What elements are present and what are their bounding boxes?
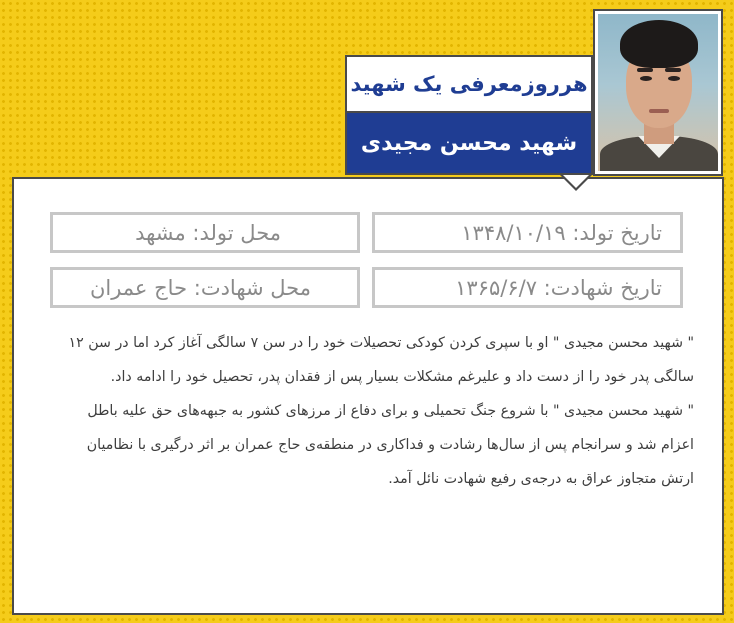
martyr-photo-frame — [593, 9, 723, 176]
biography-paragraph-1: " شهید محسن مجیدی " او با سپری کردن کودکی تحصیلات خود را در سن ۷ سالگی آغاز کرد اما در سن ۱۲ سالگی پدر خود را از دست داد و علیرغم مشکلات بسیار پس از فقدان پدر، تحصیل خود را ادامه داد. — [68, 335, 694, 385]
photo-hair — [620, 20, 698, 68]
birth-place-box: محل تولد: مشهد — [50, 212, 360, 253]
biography-paragraph-2: " شهید محسن مجیدی " با شروع جنگ تحمیلی و برای دفاع از مرزهای کشور به جبهه‌های حق علیه باطل اعزام شد و سرانجام پس از سال‌ها رشادت و فداکاری در منطقه‌ی حاج عمران بر اثر درگیری با نظامیان ارتش متجاوز عراق به درجه‌ی رفیع شهادت نائل آمد. — [86, 403, 694, 487]
martyrdom-place-box: محل شهادت: حاج عمران — [50, 267, 360, 308]
photo-eye — [668, 76, 680, 81]
series-title: هرروزمعرفی یک شهید — [345, 55, 593, 113]
photo-brow — [637, 68, 653, 72]
biography — [62, 326, 694, 496]
martyr-photo — [598, 14, 718, 171]
martyrdom-date-box: تاریخ شهادت: ۱۳۶۵/۶/۷ — [372, 267, 683, 308]
photo-brow — [665, 68, 681, 72]
birth-date-box: تاریخ تولد: ۱۳۴۸/۱۰/۱۹ — [372, 212, 683, 253]
photo-eye — [640, 76, 652, 81]
card-pointer-inner — [563, 175, 589, 188]
photo-mouth — [649, 109, 669, 113]
martyr-name-title: شهید محسن مجیدی — [345, 113, 593, 175]
